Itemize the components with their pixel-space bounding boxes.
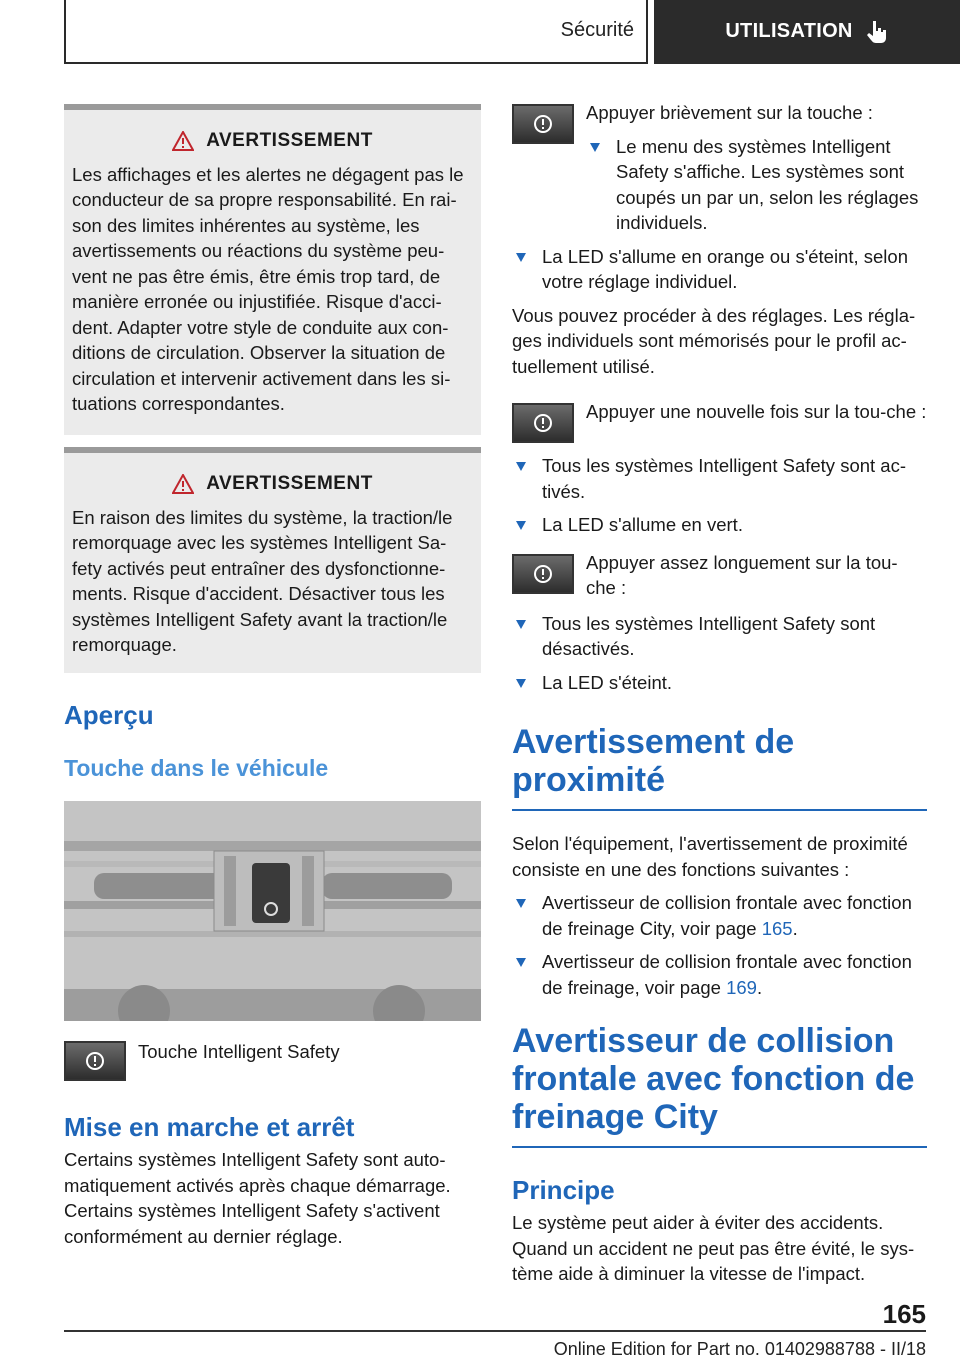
section-title: Sécurité [560, 19, 634, 42]
dashboard-photo [64, 801, 481, 1021]
intelligent-safety-key-icon [64, 1041, 126, 1081]
list-item: Tous les systèmes Intelligent Safety sont ac-tivés. [512, 453, 927, 504]
press-long-row [512, 551, 927, 601]
footer-divider [64, 1330, 926, 1332]
list-item: La LED s'éteint. [512, 670, 927, 696]
right-column [512, 104, 927, 1287]
list-item: Avertisseur de collision frontale avec fonction de freinage, voir page 169. [512, 949, 927, 1000]
warning-text: En raison des limites du système, la traction/le remorquage avec les systèmes Intelligent Sa-fety activés peut entraîner des dysfonctionne-ments. Risque d'accident. Désactiver tous les systèmes Intelligent Safety avant la traction/le remorquage. [72, 506, 453, 655]
list-item: La LED s'allume en orange ou s'éteint, selon votre réglage individuel. [512, 244, 927, 295]
key-caption: Touche Intelligent Safety [138, 1041, 340, 1062]
heading-overview: Aperçu [64, 700, 154, 730]
hand-pointer-icon [867, 19, 889, 45]
chapter-title: UTILISATION [725, 20, 853, 43]
list-item: Le menu des systèmes Intelligent Safety s'affiche. Les systèmes sont coupés un par un, selon les réglages individuels. [586, 134, 927, 236]
list-item: La LED s'allume en vert. [512, 512, 927, 538]
heading-proximity-warning: Avertissement de proximité [512, 723, 927, 811]
page-link[interactable]: 165 [761, 917, 793, 939]
dashboard-illustration [64, 801, 481, 1021]
left-column [64, 104, 481, 1249]
warning-box [64, 104, 481, 435]
on-off-text: Certains systèmes Intelligent Safety sont auto-matiquement activés après chaque démarrage. Certains systèmes Intelligent Safety s'activent conformément au dernier réglage. [64, 1149, 451, 1247]
warning-title: AVERTISSEMENT [206, 473, 373, 494]
warning-box [64, 447, 481, 673]
key-caption-row [64, 1041, 481, 1081]
heading-city-collision-warning: Avertisseur de collision frontale avec fonction de freinage City [512, 1022, 927, 1148]
heading-on-off: Mise en marche et arrêt [64, 1112, 355, 1142]
heading-button-in-vehicle: Touche dans le véhicule [64, 755, 329, 781]
settings-text: Vous pouvez procéder à des réglages. Les régla-ges individuels sont mémorisés pour le profil ac-tuellement utilisé. [512, 304, 916, 377]
principle-text: Le système peut aider à éviter des accidents. Quand un accident ne peut pas être évité, le sys-tème aide à diminuer la vitesse de l'impact. [512, 1212, 915, 1284]
page-link[interactable]: 169 [726, 976, 757, 998]
header-section-tab [64, 0, 648, 64]
list-item: Tous les systèmes Intelligent Safety sont désactivés. [512, 611, 927, 662]
press-short-row [512, 104, 927, 244]
proximity-text: Selon l'équipement, l'avertissement de proximité consiste en une des fonctions suivantes : [512, 833, 908, 880]
press-again-text: Appuyer une nouvelle fois sur la tou-che : [586, 401, 927, 422]
intelligent-safety-key-icon [512, 554, 574, 594]
intelligent-safety-key-icon [512, 104, 574, 144]
heading-principle: Principe [512, 1175, 615, 1205]
header-chapter-tab [654, 0, 960, 64]
page-number: 165 [882, 1299, 926, 1329]
press-again-row [512, 403, 927, 443]
warning-triangle-icon [172, 131, 194, 151]
warning-triangle-icon [172, 474, 194, 494]
warning-text: Les affichages et les alertes ne dégagent pas le conducteur de sa propre responsabilité. En rai-son des limites inhérentes au système, les avertissements ou réactions du système peu-vent ne pas être émis, être émis trop tard, de manière erronée ou injustifiée. Risque d'acci-dent. Adapter votre style de conduite aux con-ditions de circulation. Observer la situation de circulation et intervenir activement dans les si-tuations correspondantes. [72, 163, 464, 414]
list-item: Avertisseur de collision frontale avec fonction de freinage City, voir page 165. [512, 890, 927, 941]
intelligent-safety-key-icon [512, 403, 574, 443]
warning-title: AVERTISSEMENT [206, 130, 373, 151]
press-long-text: Appuyer assez longuement sur la tou-che : [586, 551, 898, 598]
edition-text: Online Edition for Part no. 01402988788 - II/18 [553, 1339, 926, 1359]
press-short-text: Appuyer brièvement sur la touche : [586, 102, 873, 123]
